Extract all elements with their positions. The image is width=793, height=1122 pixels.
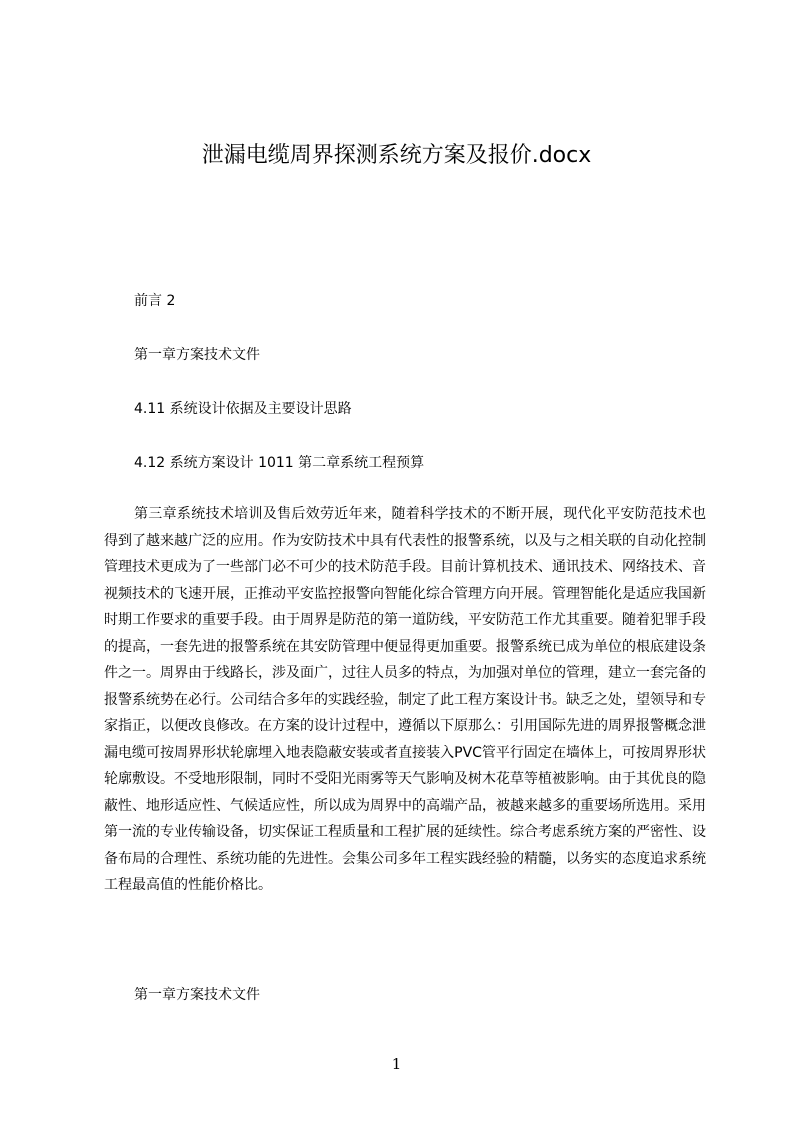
toc-entry-preface: 前言 2 (134, 293, 176, 309)
toc-entry-4-11: 4.11 系统设计依据及主要设计思路 (134, 401, 352, 417)
section-heading: 第一章方案技术文件 (134, 987, 260, 1003)
toc-entry-4-12: 4.12 系统方案设计 1011 第二章系统工程预算 (134, 455, 425, 471)
body-paragraph: 第三章系统技术培训及售后效劳近年来，随着科学技术的不断开展，现代化平安防范技术也得到了越来越广泛的应用。作为安防技术中具有代表性的报警系统，以及与之相关联的自动化控制管理技术更成为了一些部门必不可少的技术防范手段。目前计算机技术、通讯技术、网络技术、音视频技术的飞速开展，正推动平安监控报警向智能化综合管理方向开展。管理智能化是适应我国新时期工作要求的重要手段。由于周界是防范的第一道防线，平安防范工作尤其重要。随着犯罪手段的提高，一套先进的报警系统在其安防管理中便显得更加重要。报警系统已成为单位的根底建设条件之一。周界由于线路长，涉及面广，过往人员多的特点，为加强对单位的管理，建立一套完备的报警系统势在必行。公司结合多年的实践经验，制定了此工程方案设计书。缺乏之处，望领导和专家指正，以便改良修改。在方案的设计过程中，遵循以下原那么：引用国际先进的周界报警概念泄漏电缆可按周界形状轮廓埋入地表隐蔽安装或者直接装入PVC管平行固定在墙体上，可按周界形状轮廓敷设。不受地形限制，同时不受阳光雨雾等天气影响及树木花草等植被影响。由于其优良的隐蔽性、地形适应性、气候适应性，所以成为周界中的高端产品，被越来越多的重要场所选用。采用第一流的专业传输设备，切实保证工程质量和工程扩展的延续性。综合考虑系统方案的严密性、设备布局的合理性、系统功能的先进性。会集公司多年工程实践经验的精髓，以务实的态度追求系统工程最高值的性能价格比。 (104, 506, 706, 893)
toc-entry-chapter-one: 第一章方案技术文件 (134, 347, 260, 363)
page-number: 1 (391, 1055, 402, 1073)
document-title: 泄漏电缆周界探测系统方案及报价.docx (201, 143, 592, 168)
